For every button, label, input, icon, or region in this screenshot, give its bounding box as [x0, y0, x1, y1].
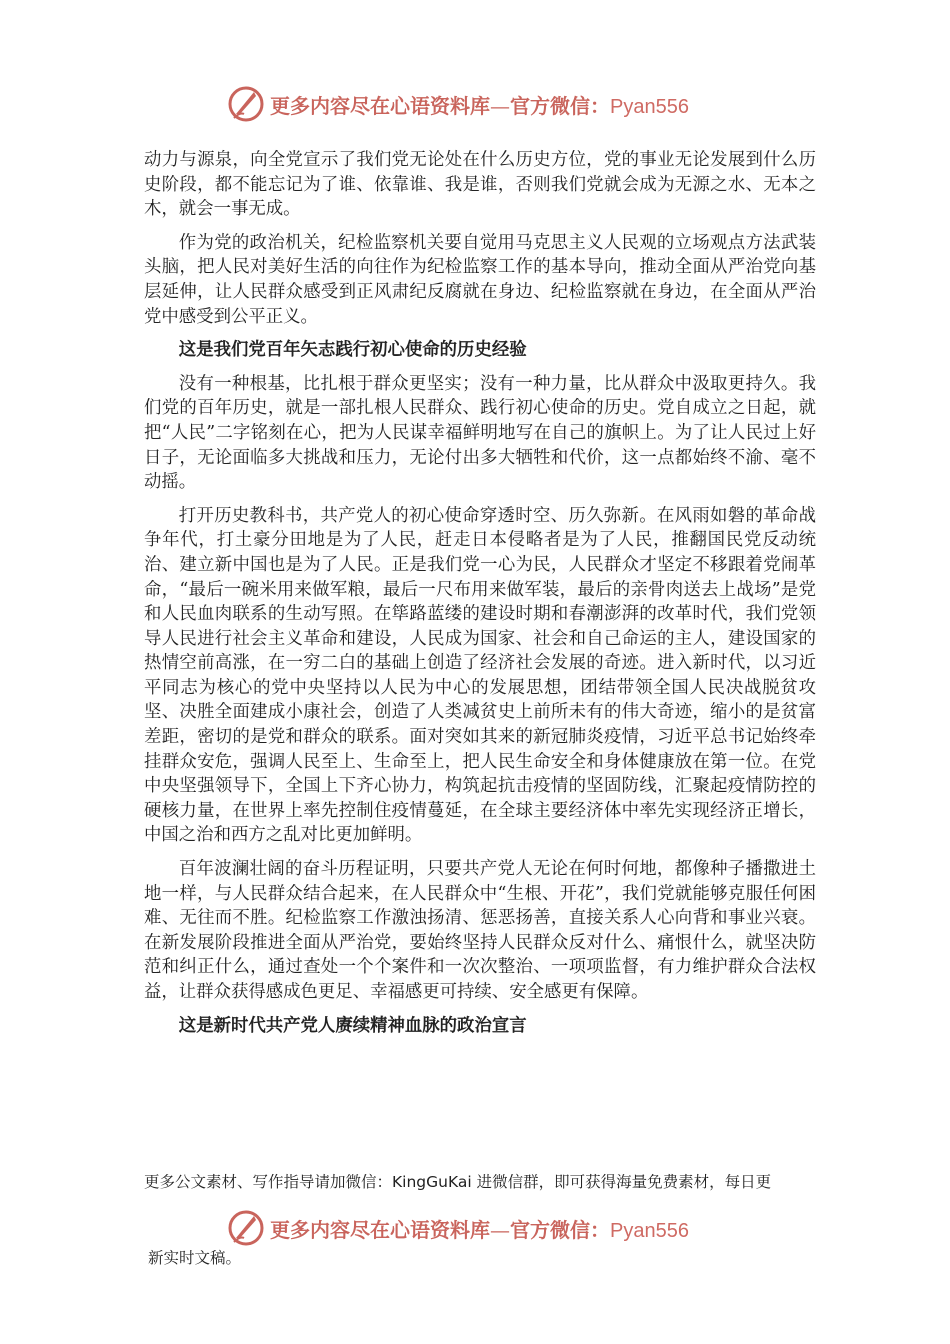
footer-promo-text: 更多公文素材、写作指导请加微信：KingGuKai 进微信群，即可获得海量免费素材，每日更 — [144, 1173, 772, 1191]
banner-text — [270, 90, 689, 119]
quill-logo-icon — [226, 84, 266, 124]
header-banner — [226, 82, 689, 126]
banner-separator: — — [490, 93, 510, 118]
banner-brand: 更多内容尽在心语资料库 — [270, 93, 490, 118]
paragraph: 作为党的政治机关，纪检监察机关要自觉用马克思主义人民观的立场观点方法武装头脑，把人民对美好生活的向往作为纪检监察工作的基本导向，推动全面从严治党向基层延伸，让人民群众感受到正风肃纪反腐就在身边、纪检监察就在身边，在全面从严治党中感受到公平正义。 — [144, 232, 816, 327]
banner-wechat-label: 官方微信： — [510, 93, 610, 118]
paragraph: 动力与源泉，向全党宣示了我们党无论处在什么历史方位，党的事业无论发展到什么历史阶段，都不能忘记为了谁、依靠谁、我是谁，否则我们党就会成为无源之水、无本之木，就会一事无成。 — [144, 150, 816, 220]
banner-separator: — — [490, 1217, 510, 1242]
footer-promo-text-tail: 新实时文稿。 — [148, 1249, 242, 1267]
banner-text — [270, 1214, 689, 1243]
footer-banner — [226, 1206, 689, 1250]
paragraph: 打开历史教科书，共产党人的初心使命穿透时空、历久弥新。在风雨如磐的革命战争年代，打土豪分田地是为了人民，赶走日本侵略者是为了人民，推翻国民党反动统治、建立新中国也是为了人民。正是我们党一心为民，人民群众才坚定不移跟着党闹革命，“最后一碗米用来做军粮，最后一尺布用来做军装，最后的亲骨肉送去上战场”是党和人民血肉联系的生动写照。在筚路蓝缕的建设时期和春潮澎湃的改革时代，我们党领导人民进行社会主义革命和建设，人民成为国家、社会和自己命运的主人，建设国家的热情空前高涨，在一穷二白的基础上创造了经济社会发展的奇迹。进入新时代，以习近平同志为核心的党中央坚持以人民为中心的发展思想，团结带领全国人民决战脱贫攻坚、决胜全面建成小康社会，创造了人类减贫史上前所未有的伟大奇迹，缩小的是贫富差距，密切的是党和群众的联系。面对突如其来的新冠肺炎疫情，习近平总书记始终牵挂群众安危，强调人民至上、生命至上，把人民生命安全和身体健康放在第一位。在党中央坚强领导下，全国上下齐心协力，构筑起抗击疫情的坚固防线，汇聚起疫情防控的硬核力量，在世界上率先控制住疫情蔓延，在全球主要经济体中率先实现经济正增长，中国之治和西方之乱对比更加鲜明。 — [144, 505, 816, 846]
banner-brand: 更多内容尽在心语资料库 — [270, 1217, 490, 1242]
banner-wechat-id: Pyan556 — [610, 95, 689, 118]
paragraph: 百年波澜壮阔的奋斗历程证明，只要共产党人无论在何时何地，都像种子播撒进土地一样，与人民群众结合起来，在人民群众中“生根、开花”，我们党就能够克服任何困难、无往而不胜。纪检监察工作激浊扬清、惩恶扬善，直接关系人心向背和事业兴衰。在新发展阶段推进全面从严治党，要始终坚持人民群众反对什么、痛恨什么，就坚决防范和纠正什么，通过查处一个个案件和一次次整治、一项项监督，有力维护群众合法权益，让群众获得感成色更足、幸福感更可持续、安全感更有保障。 — [144, 859, 816, 1002]
banner-wechat-label: 官方微信： — [510, 1217, 610, 1242]
banner-wechat-id: Pyan556 — [610, 1219, 689, 1242]
quill-logo-icon — [226, 1208, 266, 1248]
document-body — [144, 148, 816, 1047]
section-heading: 这是新时代共产党人赓续精神血脉的政治宣言 — [178, 1015, 527, 1036]
section-heading: 这是我们党百年矢志践行初心使命的历史经验 — [178, 340, 527, 361]
paragraph: 没有一种根基，比扎根于群众更坚实；没有一种力量，比从群众中汲取更持久。我们党的百年历史，就是一部扎根人民群众、践行初心使命的历史。党自成立之日起，就把“人民”二字铭刻在心，把为人民谋幸福鲜明地写在自己的旗帜上。为了让人民过上好日子，无论面临多大挑战和压力，无论付出多大牺牲和代价，这一点都始终不渝、毫不动摇。 — [144, 373, 816, 493]
